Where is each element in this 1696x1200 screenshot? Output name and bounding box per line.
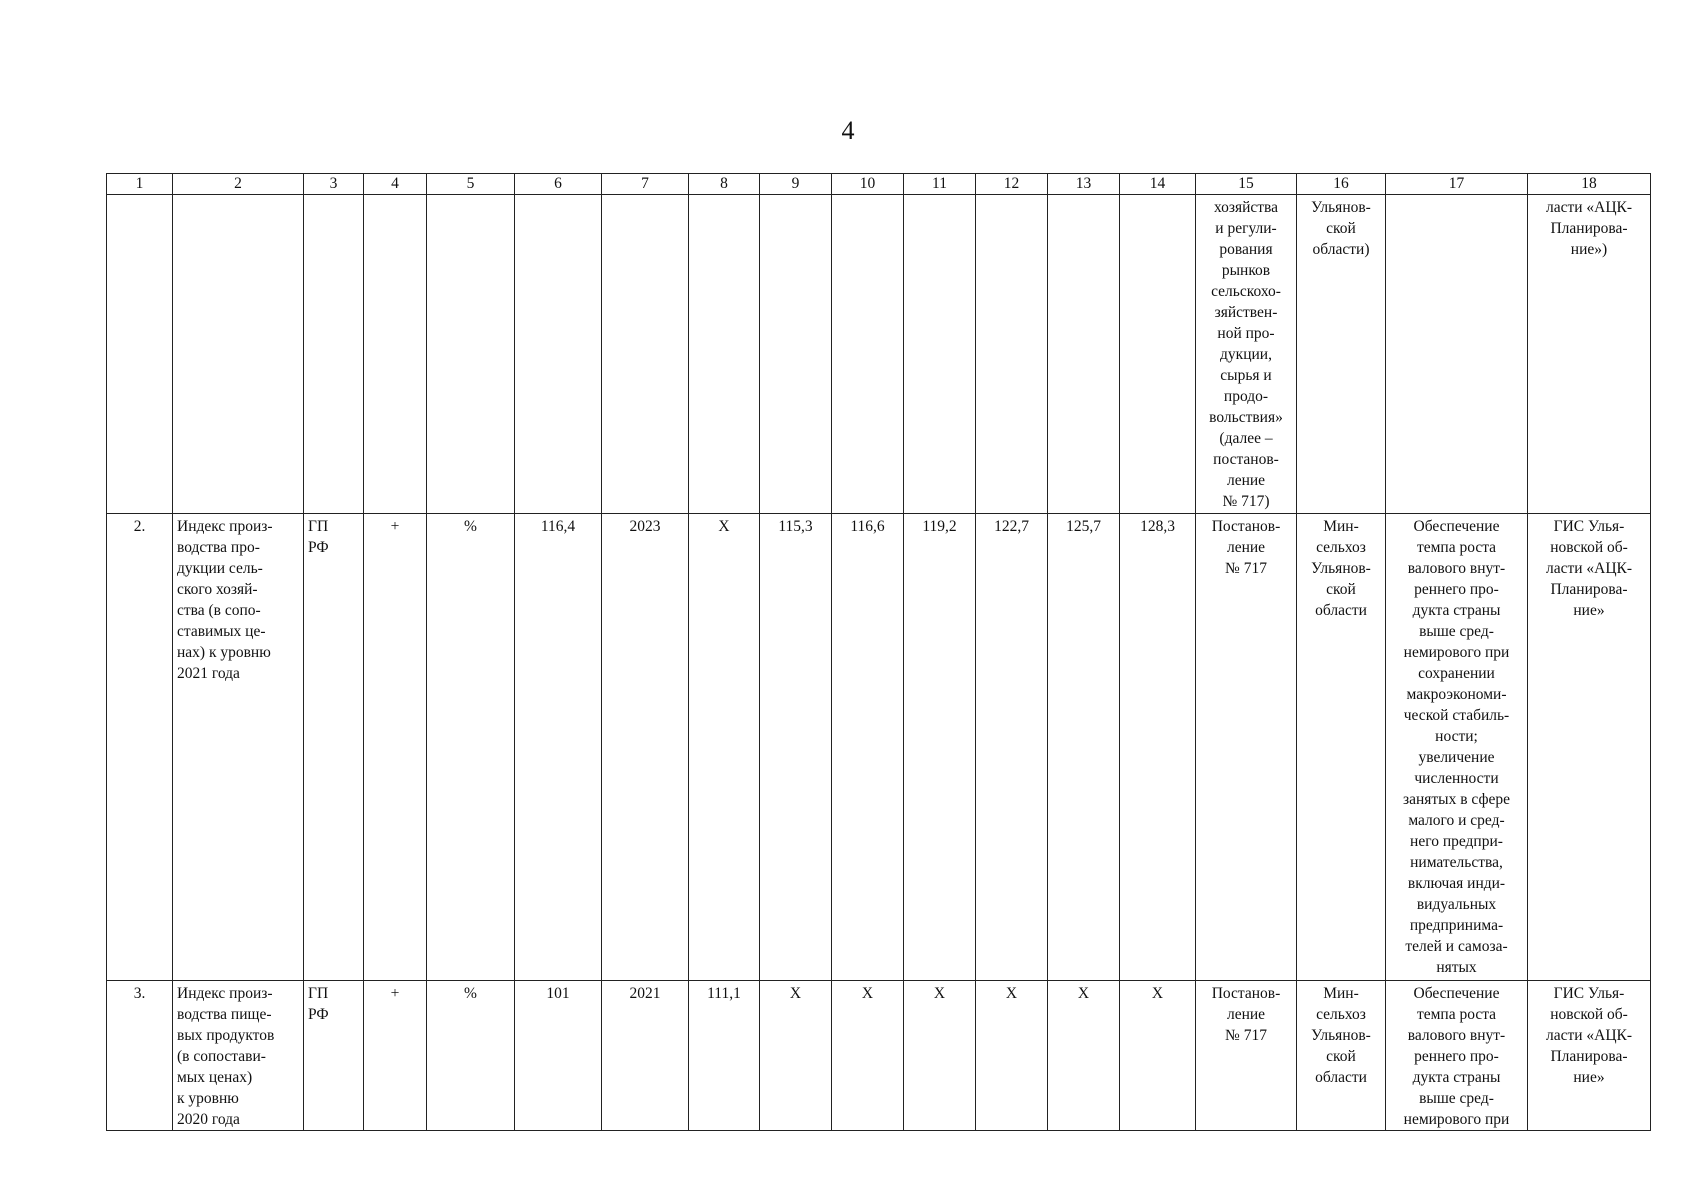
value-cell bbox=[976, 195, 1048, 514]
column-number: 7 bbox=[602, 174, 689, 195]
unit-cell: % bbox=[427, 514, 515, 981]
column-number: 12 bbox=[976, 174, 1048, 195]
column-number: 16 bbox=[1297, 174, 1386, 195]
column-number: 9 bbox=[760, 174, 832, 195]
level-cell: ГП РФ bbox=[304, 514, 364, 981]
info-system-cell: ГИС Улья- новской об- ласти «АЦК- Планирова- ние» bbox=[1528, 514, 1651, 981]
indicator-name-cell bbox=[173, 195, 304, 514]
table-row bbox=[107, 514, 1651, 981]
value-cell: Х bbox=[1048, 981, 1120, 1131]
info-system-cell: ГИС Улья- новской об- ласти «АЦК- Планирова- ние» bbox=[1528, 981, 1651, 1131]
base-year-cell bbox=[602, 195, 689, 514]
value-cell: 125,7 bbox=[1048, 514, 1120, 981]
document-cell: Постанов- ление № 717 bbox=[1196, 981, 1297, 1131]
value-cell: Х bbox=[689, 514, 760, 981]
column-number: 3 bbox=[304, 174, 364, 195]
page-number: 4 bbox=[841, 116, 855, 145]
responsible-cell: Мин- сельхоз Ульянов- ской области bbox=[1297, 981, 1386, 1131]
goal-link-cell: Обеспечение темпа роста валового внут- реннего про- дукта страны выше сред- немирового при сохранении макроэкономи- ческой стабиль- ности; увеличение численности занятых в сфере малого и сред- него предпри- нимательства, включая инди- видуальных предпринима- телей и самоза- нятых bbox=[1386, 514, 1528, 981]
responsible-cell: Ульянов- ской области) bbox=[1297, 195, 1386, 514]
goal-link-cell bbox=[1386, 195, 1528, 514]
value-cell bbox=[832, 195, 904, 514]
column-number: 13 bbox=[1048, 174, 1120, 195]
value-cell: Х bbox=[976, 981, 1048, 1131]
value-cell bbox=[1048, 195, 1120, 514]
goal-link-cell: Обеспечение темпа роста валового внут- реннего про- дукта страны выше сред- немирового при bbox=[1386, 981, 1528, 1131]
document-cell: хозяйства и регули- рования рынков сельскохо- зяйствен- ной про- дукции, сырья и продо- вольствия» (далее – постанов- ление № 717) bbox=[1196, 195, 1297, 514]
value-cell bbox=[1120, 195, 1196, 514]
row-number-cell: 2. bbox=[107, 514, 173, 981]
column-number: 14 bbox=[1120, 174, 1196, 195]
indicator-name-cell: Индекс произ- водства про- дукции сель- ского хозяй- ства (в сопо- ставимых це- нах) к уровню 2021 года bbox=[173, 514, 304, 981]
unit-cell bbox=[427, 195, 515, 514]
value-cell bbox=[689, 195, 760, 514]
responsible-cell: Мин- сельхоз Ульянов- ской области bbox=[1297, 514, 1386, 981]
column-number-row bbox=[107, 174, 1651, 195]
trend-cell: + bbox=[364, 514, 427, 981]
trend-cell: + bbox=[364, 981, 427, 1131]
base-value-cell: 116,4 bbox=[515, 514, 602, 981]
row-number-cell bbox=[107, 195, 173, 514]
value-cell bbox=[760, 195, 832, 514]
indicator-name-cell: Индекс произ- водства пище- вых продуктов (в сопостави- мых ценах) к уровню 2020 года bbox=[173, 981, 304, 1131]
row-number-cell: 3. bbox=[107, 981, 173, 1131]
column-number: 1 bbox=[107, 174, 173, 195]
column-number: 17 bbox=[1386, 174, 1528, 195]
indicators-table bbox=[106, 173, 1651, 1131]
value-cell: Х bbox=[760, 981, 832, 1131]
value-cell: 116,6 bbox=[832, 514, 904, 981]
value-cell: 122,7 bbox=[976, 514, 1048, 981]
value-cell: 128,3 bbox=[1120, 514, 1196, 981]
column-number: 15 bbox=[1196, 174, 1297, 195]
base-value-cell: 101 bbox=[515, 981, 602, 1131]
value-cell: Х bbox=[904, 981, 976, 1131]
column-number: 4 bbox=[364, 174, 427, 195]
document-cell: Постанов- ление № 717 bbox=[1196, 514, 1297, 981]
level-cell: ГП РФ bbox=[304, 981, 364, 1131]
value-cell: Х bbox=[832, 981, 904, 1131]
info-system-cell: ласти «АЦК- Планирова- ние») bbox=[1528, 195, 1651, 514]
column-number: 8 bbox=[689, 174, 760, 195]
column-number: 2 bbox=[173, 174, 304, 195]
level-cell bbox=[304, 195, 364, 514]
value-cell: Х bbox=[1120, 981, 1196, 1131]
value-cell: 119,2 bbox=[904, 514, 976, 981]
base-year-cell: 2021 bbox=[602, 981, 689, 1131]
value-cell: 115,3 bbox=[760, 514, 832, 981]
base-value-cell bbox=[515, 195, 602, 514]
table-row bbox=[107, 195, 1651, 514]
value-cell bbox=[904, 195, 976, 514]
column-number: 11 bbox=[904, 174, 976, 195]
base-year-cell: 2023 bbox=[602, 514, 689, 981]
column-number: 10 bbox=[832, 174, 904, 195]
value-cell: 111,1 bbox=[689, 981, 760, 1131]
trend-cell bbox=[364, 195, 427, 514]
column-number: 18 bbox=[1528, 174, 1651, 195]
table-row bbox=[107, 981, 1651, 1131]
unit-cell: % bbox=[427, 981, 515, 1131]
column-number: 5 bbox=[427, 174, 515, 195]
column-number: 6 bbox=[515, 174, 602, 195]
